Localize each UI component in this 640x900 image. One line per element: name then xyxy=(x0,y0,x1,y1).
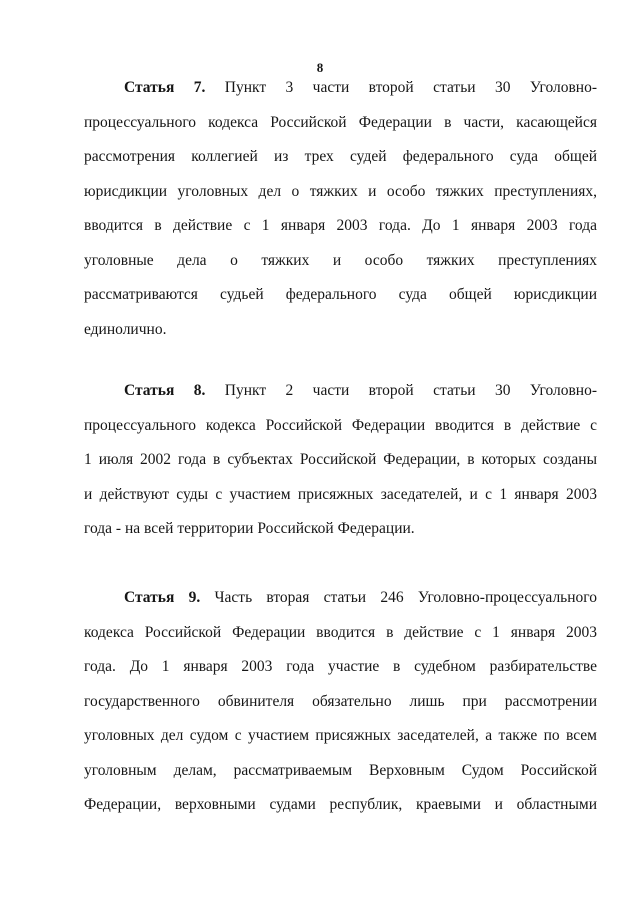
paragraph-line: рассмотрения коллегией из трех судей федерального суда общей xyxy=(84,148,597,165)
paragraph-line: и действуют суды с участием присяжных заседателей, и с 1 января 2003 xyxy=(84,485,597,503)
article-8-paragraph xyxy=(84,374,597,547)
paragraph-line: рассматриваются судьей федерального суда общей юрисдикции xyxy=(84,286,597,303)
paragraph-line xyxy=(84,374,597,409)
paragraph-line: года. До 1 января 2003 года участие в судебном разбирательстве xyxy=(84,658,597,675)
paragraph-line: юрисдикции уголовных дел о тяжких и особо тяжких преступлениях, xyxy=(84,182,597,200)
article-9-paragraph xyxy=(84,581,597,823)
paragraph-line: 1 июля 2002 года в субъектах Российской Федерации, в которых созданы xyxy=(84,451,597,468)
article-label: Статья 8. xyxy=(124,382,206,399)
paragraph-line xyxy=(84,71,597,106)
paragraph-line: государственного обвинителя обязательно лишь при рассмотрении xyxy=(84,692,597,710)
page-number: 8 xyxy=(316,60,324,75)
paragraph-line: года - на всей территории Российской Федерации. xyxy=(84,520,415,537)
paragraph-line: процессуального кодекса Российской Федерации в части, касающейся xyxy=(84,113,597,131)
paragraph-line: кодекса Российской Федерации вводится в действие с 1 января 2003 xyxy=(84,623,597,641)
line-text: Часть вторая статьи 246 Уголовно-процессуального xyxy=(214,589,598,606)
article-7-paragraph xyxy=(84,71,597,347)
paragraph-line: уголовным делам, рассматриваемым Верховным Судом Российской xyxy=(84,761,597,779)
paragraph-line xyxy=(84,581,597,616)
paragraph-line: Федерации, верховными судами республик, краевыми и областными xyxy=(84,796,597,813)
article-label: Статья 9. xyxy=(124,589,201,606)
paragraph-line: уголовных дел судом с участием присяжных заседателей, а также по всем xyxy=(84,727,597,744)
paragraph-line: уголовные дела о тяжких и особо тяжких преступлениях xyxy=(84,251,597,269)
article-label: Статья 7. xyxy=(124,79,206,96)
line-text: Пункт 2 части второй статьи 30 Уголовно- xyxy=(224,382,598,399)
paragraph-line: процессуального кодекса Российской Федерации вводится в действие с xyxy=(84,416,597,434)
paragraph-line: единолично. xyxy=(84,320,167,338)
line-text: Пункт 3 части второй статьи 30 Уголовно- xyxy=(224,79,598,96)
paragraph-line: вводится в действие с 1 января 2003 года. До 1 января 2003 года xyxy=(84,217,597,234)
